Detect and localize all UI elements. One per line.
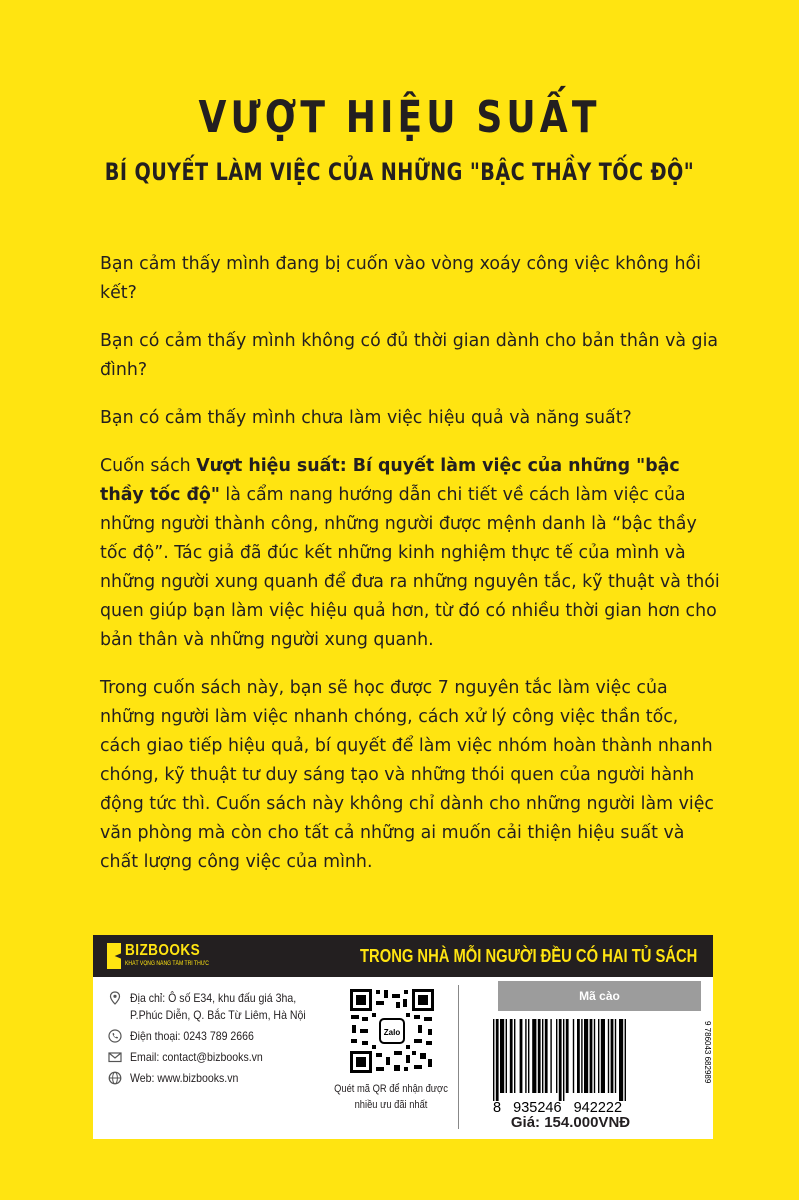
publisher-slogan: TRONG NHÀ MỖI NGƯỜI ĐỀU CÓ HAI TỦ SÁCH [359,946,697,966]
barcode-bar [559,1019,562,1101]
website: Web: www.bizbooks.vn [130,1071,239,1085]
barcode-bars [493,1019,626,1101]
barcode-bar [500,1019,504,1093]
barcode-bar [550,1019,551,1093]
barcode-bar [608,1019,609,1093]
divider-line [458,985,459,1129]
barcode-bar [514,1019,515,1093]
qr-caption [323,1081,459,1113]
barcode-bar [619,1019,623,1101]
book-title: VƯỢT HIỆU SUẤT [198,92,601,143]
barcode-bar [538,1019,541,1093]
blurb-p4-book-name: Vượt hiệu suất: Bí quyết làm việc của những "bậc thầy tốc độ" [100,456,680,505]
barcode-bar [506,1019,507,1093]
contact-phone [108,1028,328,1045]
barcode-bar [556,1019,557,1093]
phone-number: Điện thoại: 0243 789 2666 [130,1029,254,1043]
barcode-bar [615,1019,616,1093]
barcode-bar [598,1019,599,1093]
barcode-bar [594,1019,595,1093]
book-subtitle: BÍ QUYẾT LÀM VIỆC CỦA NHỮNG "BẬC THẦY TỐC ĐỘ" [104,158,695,186]
barcode-bar [590,1019,593,1093]
barcode-bar [528,1019,529,1093]
phone-icon [108,1029,122,1043]
barcode-bar [566,1019,569,1093]
publisher-banner [93,935,713,977]
publisher-panel [93,935,713,1139]
qr-code [348,987,436,1075]
blurb-paragraph-3: Bạn có cảm thấy mình chưa làm việc hiệu quả và năng suất? [100,408,632,428]
scratch-code-box: Mã cào [498,981,701,1011]
bizbooks-logo-mark [107,943,121,969]
price: Giá: 154.000VNĐ [510,1114,631,1131]
contact-list [108,990,328,1091]
barcode-bar [510,1019,513,1093]
blurb-paragraph-4 [100,452,720,655]
barcode-bar [542,1019,543,1093]
address-line-2: P.Phúc Diễn, Q. Bắc Từ Liêm, Hà Nội [130,1008,306,1022]
globe-icon [108,1071,122,1085]
barcode-bar [581,1019,582,1093]
logo-text: BIZBOOKS [125,942,201,959]
contact-address [108,990,328,1024]
blurb-p4-lead: Cuốn sách [100,456,197,476]
barcode-bar [601,1019,605,1093]
barcode-bar [611,1019,614,1093]
blurb-paragraph-5: Trong cuốn sách này, bạn sẽ học được 7 nguyên tắc làm việc của những người làm việc nhanh chóng, cách xử lý công việc thần tốc, cách giao tiếp hiệu quả, bí quyết để làm việc nhóm hoàn thành nhanh chóng, kỹ thuật tư duy sáng tạo và những thói quen của người hành động tức thì. Cuốn sách này không chỉ dành cho những người làm việc văn phòng mà còn cho tất cả những ai muốn cải thiện hiệu suất và chất lượng công việc của mình. [100,678,714,872]
blurb-paragraph-2: Bạn có cảm thấy mình không có đủ thời gian dành cho bản thân và gia đình? [100,331,719,380]
location-pin-icon [108,991,122,1005]
barcode-bar [520,1019,523,1093]
blurb-paragraph-1: Bạn cảm thấy mình đang bị cuốn vào vòng xoáy công việc không hồi kết? [100,254,701,303]
email-address: Email: contact@bizbooks.vn [130,1050,263,1064]
barcode-bar [573,1019,574,1093]
barcode-bar [525,1019,526,1093]
bizbooks-logo [107,942,207,972]
qr-caption-line-1: Quét mã QR để nhận được [334,1083,448,1095]
email-icon [108,1050,122,1064]
barcode-bar [493,1019,494,1101]
blurb [100,250,720,896]
contact-web [108,1070,328,1087]
address-line-1: Địa chỉ: Ô số E34, khu đấu giá 3ha, [130,991,297,1005]
barcode-bar [532,1019,536,1093]
logo-tagline: KHÁT VỌNG NÂNG TẦM TRI THỨC [125,961,209,967]
barcode [481,1019,711,1114]
zalo-label: Zalo [383,1028,401,1037]
barcode-bar [584,1019,588,1093]
barcode-bar [563,1019,564,1101]
contact-email [108,1049,328,1066]
isbn-digits: 8 935246 942222 [493,1100,623,1116]
blurb-p4-rest: là cẩm nang hướng dẫn chi tiết về cách làm việc của những người thành công, những người được mệnh danh là “bậc thầy tốc độ”. Tác giả đã đúc kết những kinh nghiệm thực tế của mình và những người xung quanh để đưa ra những nguyên tắc, kỹ thuật và thói quen giúp bạn làm việc hiệu quả hơn, từ đó có nhiều thời gian hơn cho bản thân và những người xung quanh. [100,485,720,650]
isbn-side-digits: 9 786043 682989 [703,1021,712,1084]
barcode-bar [625,1019,626,1101]
barcode-bar [496,1019,499,1101]
barcode-bar [545,1019,548,1093]
qr-caption-line-2: nhiều ưu đãi nhất [354,1099,428,1111]
barcode-bar [577,1019,580,1093]
